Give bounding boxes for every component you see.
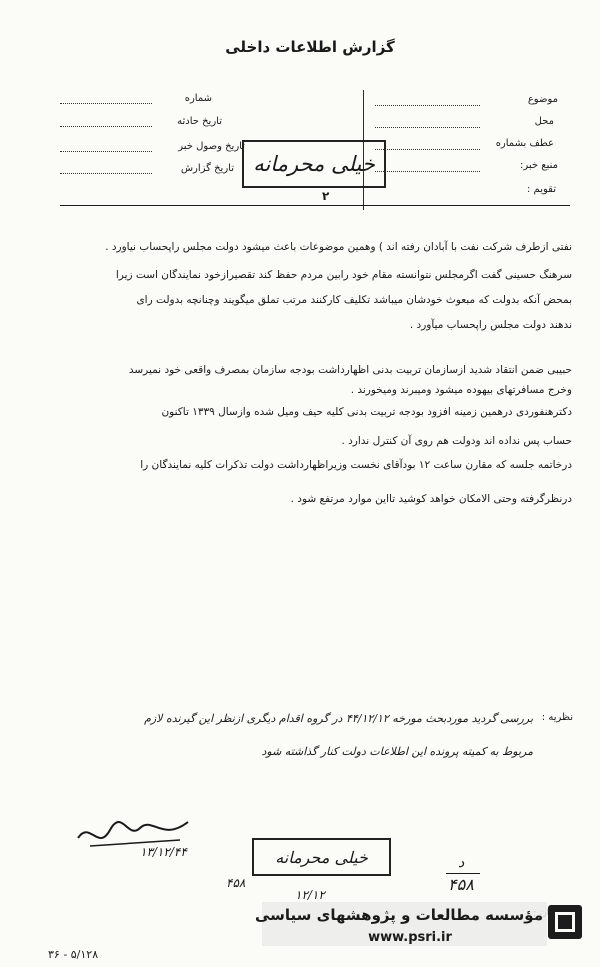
body-line-6: وخرج مسافرتهای بیهوده میشود ومیبرند ومیخورند . <box>350 384 572 396</box>
field-line-receipt-date <box>60 151 152 152</box>
classification-stamp-2: خیلی محرمانه <box>252 838 391 876</box>
label-subject: موضوع <box>527 94 558 105</box>
field-line-subject <box>375 105 480 106</box>
field-line-report-date <box>60 173 152 174</box>
label-ref-number: عطف بشماره <box>495 138 554 149</box>
label-receipt-date: تاریخ وصول خبر <box>178 141 245 152</box>
body-line-7: دکترهنفوردی درهمین زمینه افزود بودجه تربیت بدنی کلیه حیف ومیل شده وازسال ۱۳۳۹ تاکنون <box>161 406 572 418</box>
body-line-2: سرهنگ حسینی گفت اگرمجلس نتوانسته مقام خود رابین مردم حفظ کند تقصیرازخود نمایندگان است زیرا <box>115 269 572 281</box>
label-opinion: نظریه : <box>541 712 573 723</box>
field-line-number <box>60 103 152 104</box>
body-line-8: حساب پس نداده اند ودولت هم روی آن کنترل ندارد . <box>341 435 572 447</box>
handwritten-ref-number: ۴۵۸ <box>226 876 246 890</box>
signature-date: ۱۳/۱۲/۴۴ <box>140 845 187 859</box>
field-line-ref <box>375 149 480 150</box>
handwritten-d-mark: د <box>458 855 465 871</box>
field-line-place <box>375 127 480 128</box>
handwritten-ref-date: ۱۲/۱۲ <box>295 888 325 902</box>
watermark-institute-name: مؤسسه مطالعات و پژوهشهای سیاسی <box>254 906 543 924</box>
body-line-5: حبیبی ضمن انتقاد شدید ازسازمان تربیت بدنی اظهارداشت بودجه سازمان بمصرف واقعی خود نمیرسد <box>128 364 572 376</box>
stamp-number: ۲ <box>322 189 330 203</box>
body-line-10: درنظرگرفته وحتی الامکان خواهد کوشید تااین موارد مرتفع شود . <box>290 493 572 505</box>
institute-logo <box>548 905 582 939</box>
handwritten-line-2: مربوط به کمیته پرونده این اطلاعات دولت کنار گذاشته شود <box>261 745 533 758</box>
body-line-9: درخاتمه جلسه که مقارن ساعت ۱۲ بودآقای نخست وزیراظهارداشت دولت تذکرات کلیه نمایندگان را <box>140 459 572 471</box>
label-source: منبع خبر: <box>520 160 558 171</box>
classification-stamp: خیلی محرمانه <box>242 140 386 188</box>
label-report-date: تاریخ گزارش <box>180 163 234 174</box>
body-line-4: ندهند دولت مجلس راپحساب میآورد . <box>409 319 572 331</box>
field-line-source <box>375 171 480 172</box>
body-line-1: نفتی ازطرف شرکت نفت با آبادان رفته اند ) وهمین موضوعات باعث میشود دولت مجلس راپحساب نیاورد . <box>105 241 572 253</box>
handwritten-number: ۴۵۸ <box>448 875 474 894</box>
label-place: محل <box>534 116 554 127</box>
body-line-3: بمحض آنکه بدولت که مبعوث خودشان میباشد تکلیف کارکنند مرتب تملق میگویند وچنانچه بدولت رای <box>136 294 572 306</box>
label-incident-date: تاریخ حادثه <box>177 116 222 127</box>
handwritten-line-1: بررسی گردید موردبحث مورخه ۴۴/۱۲/۱۲ در گروه اقدام دیگری ازنظر این گیرنده لازم <box>144 712 533 725</box>
field-line-incident-date <box>60 126 152 127</box>
label-number: شماره <box>184 93 212 104</box>
header-bottom-rule <box>60 205 570 206</box>
report-title: گزارش اطلاعات داخلی <box>225 38 395 56</box>
watermark-url: www.psri.ir <box>368 930 452 945</box>
document-code: ۳۶ - ۵/۱۲۸ <box>48 948 99 961</box>
fraction-rule <box>446 873 480 874</box>
label-calendar: تقویم : <box>527 184 556 195</box>
